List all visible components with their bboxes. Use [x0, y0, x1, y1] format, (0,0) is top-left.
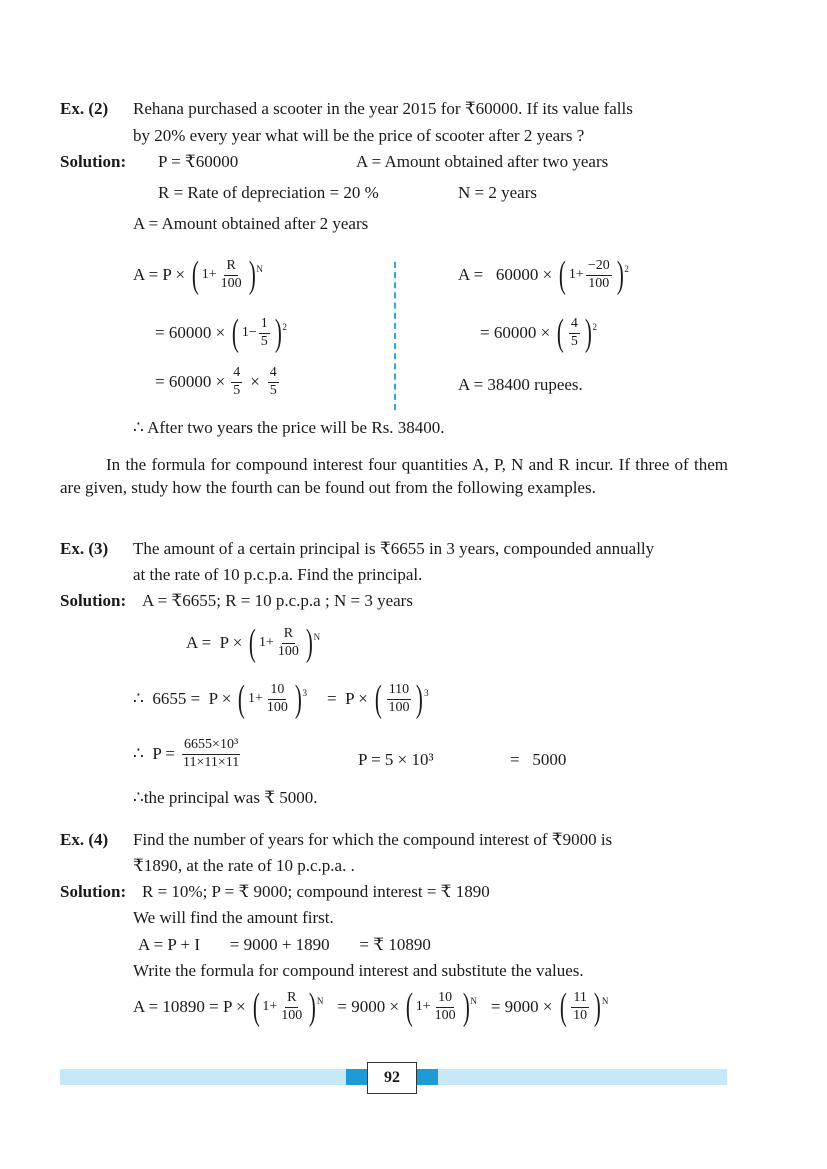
ex2-left-eq2: = 60000 × ( 1− $\frac{1}{5}$ ) 2: [155, 312, 287, 354]
ex3-eq3: ∴ P = $\frac{\text{6655×10³}}{11\times 11\times 11}$: [133, 737, 240, 770]
ex3-eq2: ∴ 6655 = P × ( 1+ $\frac{10}{100}$ ) 3 = P × ( $\frac{110}{100}$ ) 3: [133, 678, 429, 720]
page-number: 92: [367, 1062, 417, 1094]
ex2-conclusion: ∴ After two years the price will be Rs. 38400.: [133, 418, 445, 437]
ex2-left-eq1: A = P × ( 1+ $\frac{R}{100}$ ) N: [133, 254, 263, 296]
ex3-eq3-mid: P = 5 × 10³: [358, 750, 434, 769]
ex4-solution-label: Solution:: [60, 882, 127, 901]
ex4-step1: We will find the amount first.: [133, 908, 334, 927]
ex2-right-eq3: A = 38400 rupees.: [458, 375, 583, 394]
ex3-solution-label: Solution:: [60, 591, 127, 610]
ex2-label: Ex. (2): [60, 99, 109, 118]
ex2-n-given: N = 2 years: [458, 183, 537, 202]
ex2-question-line2: by 20% every year what will be the price of scooter after 2 years ?: [133, 126, 585, 145]
ex4-label: Ex. (4): [60, 830, 109, 849]
intro-paragraph: In the formula for compound interest four quantities A, P, N and R incur. If three of them are given, study how the fourth can be found out from the following examples.: [60, 455, 728, 497]
ex2-solution-label: Solution:: [60, 152, 127, 171]
ex3-question-line2: at the rate of 10 p.c.p.a. Find the principal.: [133, 565, 423, 584]
ex2-right-eq2: = 60000 × ( $\frac{4}{5}$ ) 2: [480, 312, 597, 354]
ex2-a-definition-2: A = Amount obtained after 2 years: [133, 214, 369, 233]
ex3-conclusion: ∴the principal was ₹ 5000.: [133, 788, 318, 807]
ex2-a-definition: A = Amount obtained after two years: [356, 152, 609, 171]
column-divider: [394, 262, 396, 410]
ex4-eq2: A = 10890 = P × ( 1+ $\frac{R}{100}$ ) N = 9000 × ( 1+ $\frac{10}{100}$ ) N = 9000 × ( $\frac{11}{10}$ ) N: [133, 986, 609, 1028]
ex4-question-line1: Find the number of years for which the compound interest of ₹9000 is: [133, 830, 613, 849]
ex4-given: R = 10%; P = ₹ 9000; compound interest = ₹ 1890: [142, 882, 490, 901]
ex4-question-line2: ₹1890, at the rate of 10 p.c.p.a. .: [133, 856, 355, 875]
ex2-p-given: P = ₹60000: [158, 152, 239, 171]
ex3-question-line1: The amount of a certain principal is ₹6655 in 3 years, compounded annually: [133, 539, 655, 558]
ex2-r-given: R = Rate of depreciation = 20 %: [158, 183, 379, 202]
ex2-question-line1: Rehana purchased a scooter in the year 2015 for ₹60000. If its value falls: [133, 99, 633, 118]
ex3-eq3-result: = 5000: [510, 750, 567, 769]
ex2-left-eq3: = 60000 × $\frac{4}{5}$ × $\frac{4}{5}$: [155, 365, 277, 398]
ex3-given: A = ₹6655; R = 10 p.c.p.a ; N = 3 years: [142, 591, 413, 610]
ex3-label: Ex. (3): [60, 539, 109, 558]
ex3-eq1: A = P × ( 1+ $\frac{R}{100}$ ) N: [186, 622, 321, 664]
ex4-step2: Write the formula for compound interest and substitute the values.: [133, 961, 584, 980]
ex2-right-eq1: A = 60000 × ( 1+ $\frac{-20}{100}$ ) 2: [458, 254, 629, 296]
ex4-eq1: A = P + I = 9000 + 1890 = ₹ 10890: [138, 935, 431, 954]
